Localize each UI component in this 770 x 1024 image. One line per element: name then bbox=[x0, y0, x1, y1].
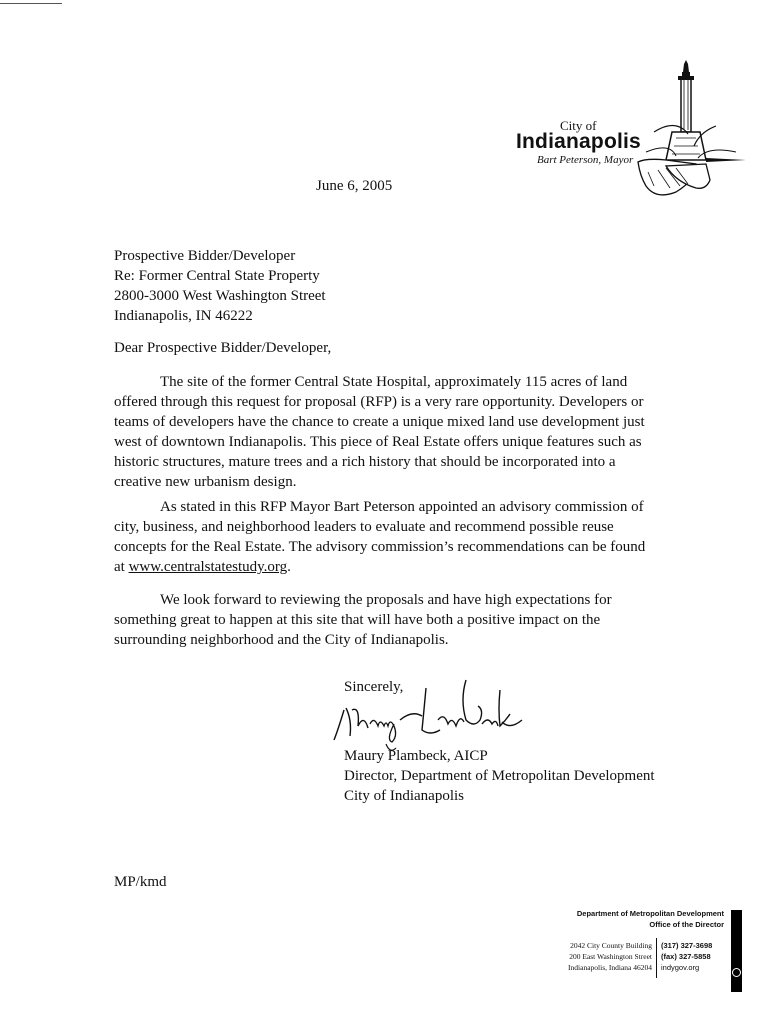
letterhead-mayor-line: Bart Peterson, Mayor bbox=[537, 154, 634, 166]
footer-address-line: Indianapolis, Indiana 46204 bbox=[568, 963, 652, 972]
footer-divider bbox=[656, 938, 657, 978]
paragraph-line: The site of the former Central State Hospital, approximately 115 acres of land bbox=[160, 374, 628, 390]
address-line: Prospective Bidder/Developer bbox=[114, 248, 296, 264]
address-line: 2800-3000 West Washington Street bbox=[114, 288, 326, 304]
footer-fax: (fax) 327-5858 bbox=[661, 952, 711, 961]
handwritten-signature bbox=[330, 670, 530, 754]
signer-name: Maury Plambeck, AICP bbox=[344, 748, 488, 764]
letterhead-city-of: City of bbox=[560, 118, 597, 133]
paragraph-line: teams of developers have the chance to create a unique mixed land use development just bbox=[114, 414, 645, 430]
footer-phone: (317) 327-3698 bbox=[661, 941, 713, 950]
footer-address-line: 2042 City County Building bbox=[570, 941, 652, 950]
footer-address bbox=[540, 940, 652, 973]
central-state-study-link[interactable]: www.centralstatestudy.org bbox=[128, 559, 288, 575]
address-line: Re: Former Central State Property bbox=[114, 268, 320, 284]
footer-black-bar bbox=[731, 910, 742, 992]
letterhead-city-name: Indianapolis bbox=[516, 130, 641, 153]
paragraph-line: west of downtown Indianapolis. This piece of Real Estate offers unique features such as bbox=[114, 434, 642, 450]
body-paragraph-3 bbox=[114, 590, 664, 650]
address-line: Indianapolis, IN 46222 bbox=[114, 308, 253, 324]
paragraph-line: As stated in this RFP Mayor Bart Peterson appointed an advisory commission of bbox=[160, 499, 644, 515]
closing: Sincerely, bbox=[344, 679, 404, 695]
paragraph-line: historic structures, mature trees and a rich history that should be incorporated into a bbox=[114, 454, 616, 470]
paragraph-line: offered through this request for proposal (RFP) is a very rare opportunity. Developers or bbox=[114, 394, 644, 410]
typist-initials: MP/kmd bbox=[114, 874, 167, 890]
footer-contact bbox=[661, 940, 731, 973]
soldiers-sailors-monument-logo bbox=[636, 60, 766, 210]
letter-date: June 6, 2005 bbox=[316, 178, 393, 194]
footer-department: Department of Metropolitan Development bbox=[576, 909, 724, 918]
body-paragraph-2 bbox=[114, 497, 664, 577]
signer-block bbox=[344, 746, 655, 806]
footer-website: indygov.org bbox=[661, 963, 700, 972]
signer-title: Director, Department of Metropolitan Development bbox=[344, 768, 655, 784]
signer-organization: City of Indianapolis bbox=[344, 788, 464, 804]
paragraph-line: creative new urbanism design. bbox=[114, 474, 297, 490]
paragraph-line: at www.centralstatestudy.org. bbox=[114, 559, 291, 575]
recycle-icon bbox=[732, 968, 741, 977]
paragraph-line: something great to happen at this site that will have both a positive impact on the bbox=[114, 612, 601, 628]
paragraph-line: concepts for the Real Estate. The advisory commission’s recommendations can be found bbox=[114, 539, 646, 555]
salutation: Dear Prospective Bidder/Developer, bbox=[114, 340, 332, 356]
paragraph-line: We look forward to reviewing the proposals and have high expectations for bbox=[160, 592, 612, 608]
footer-address-line: 200 East Washington Street bbox=[569, 952, 652, 961]
paragraph-line: city, business, and neighborhood leaders to evaluate and recommend possible reuse bbox=[114, 519, 614, 535]
top-edge-rule bbox=[0, 3, 62, 4]
footer-department-block bbox=[520, 908, 724, 930]
footer-office: Office of the Director bbox=[649, 920, 724, 929]
recipient-address bbox=[114, 246, 326, 326]
body-paragraph-1 bbox=[114, 372, 664, 492]
paragraph-line: surrounding neighborhood and the City of Indianapolis. bbox=[114, 632, 449, 648]
